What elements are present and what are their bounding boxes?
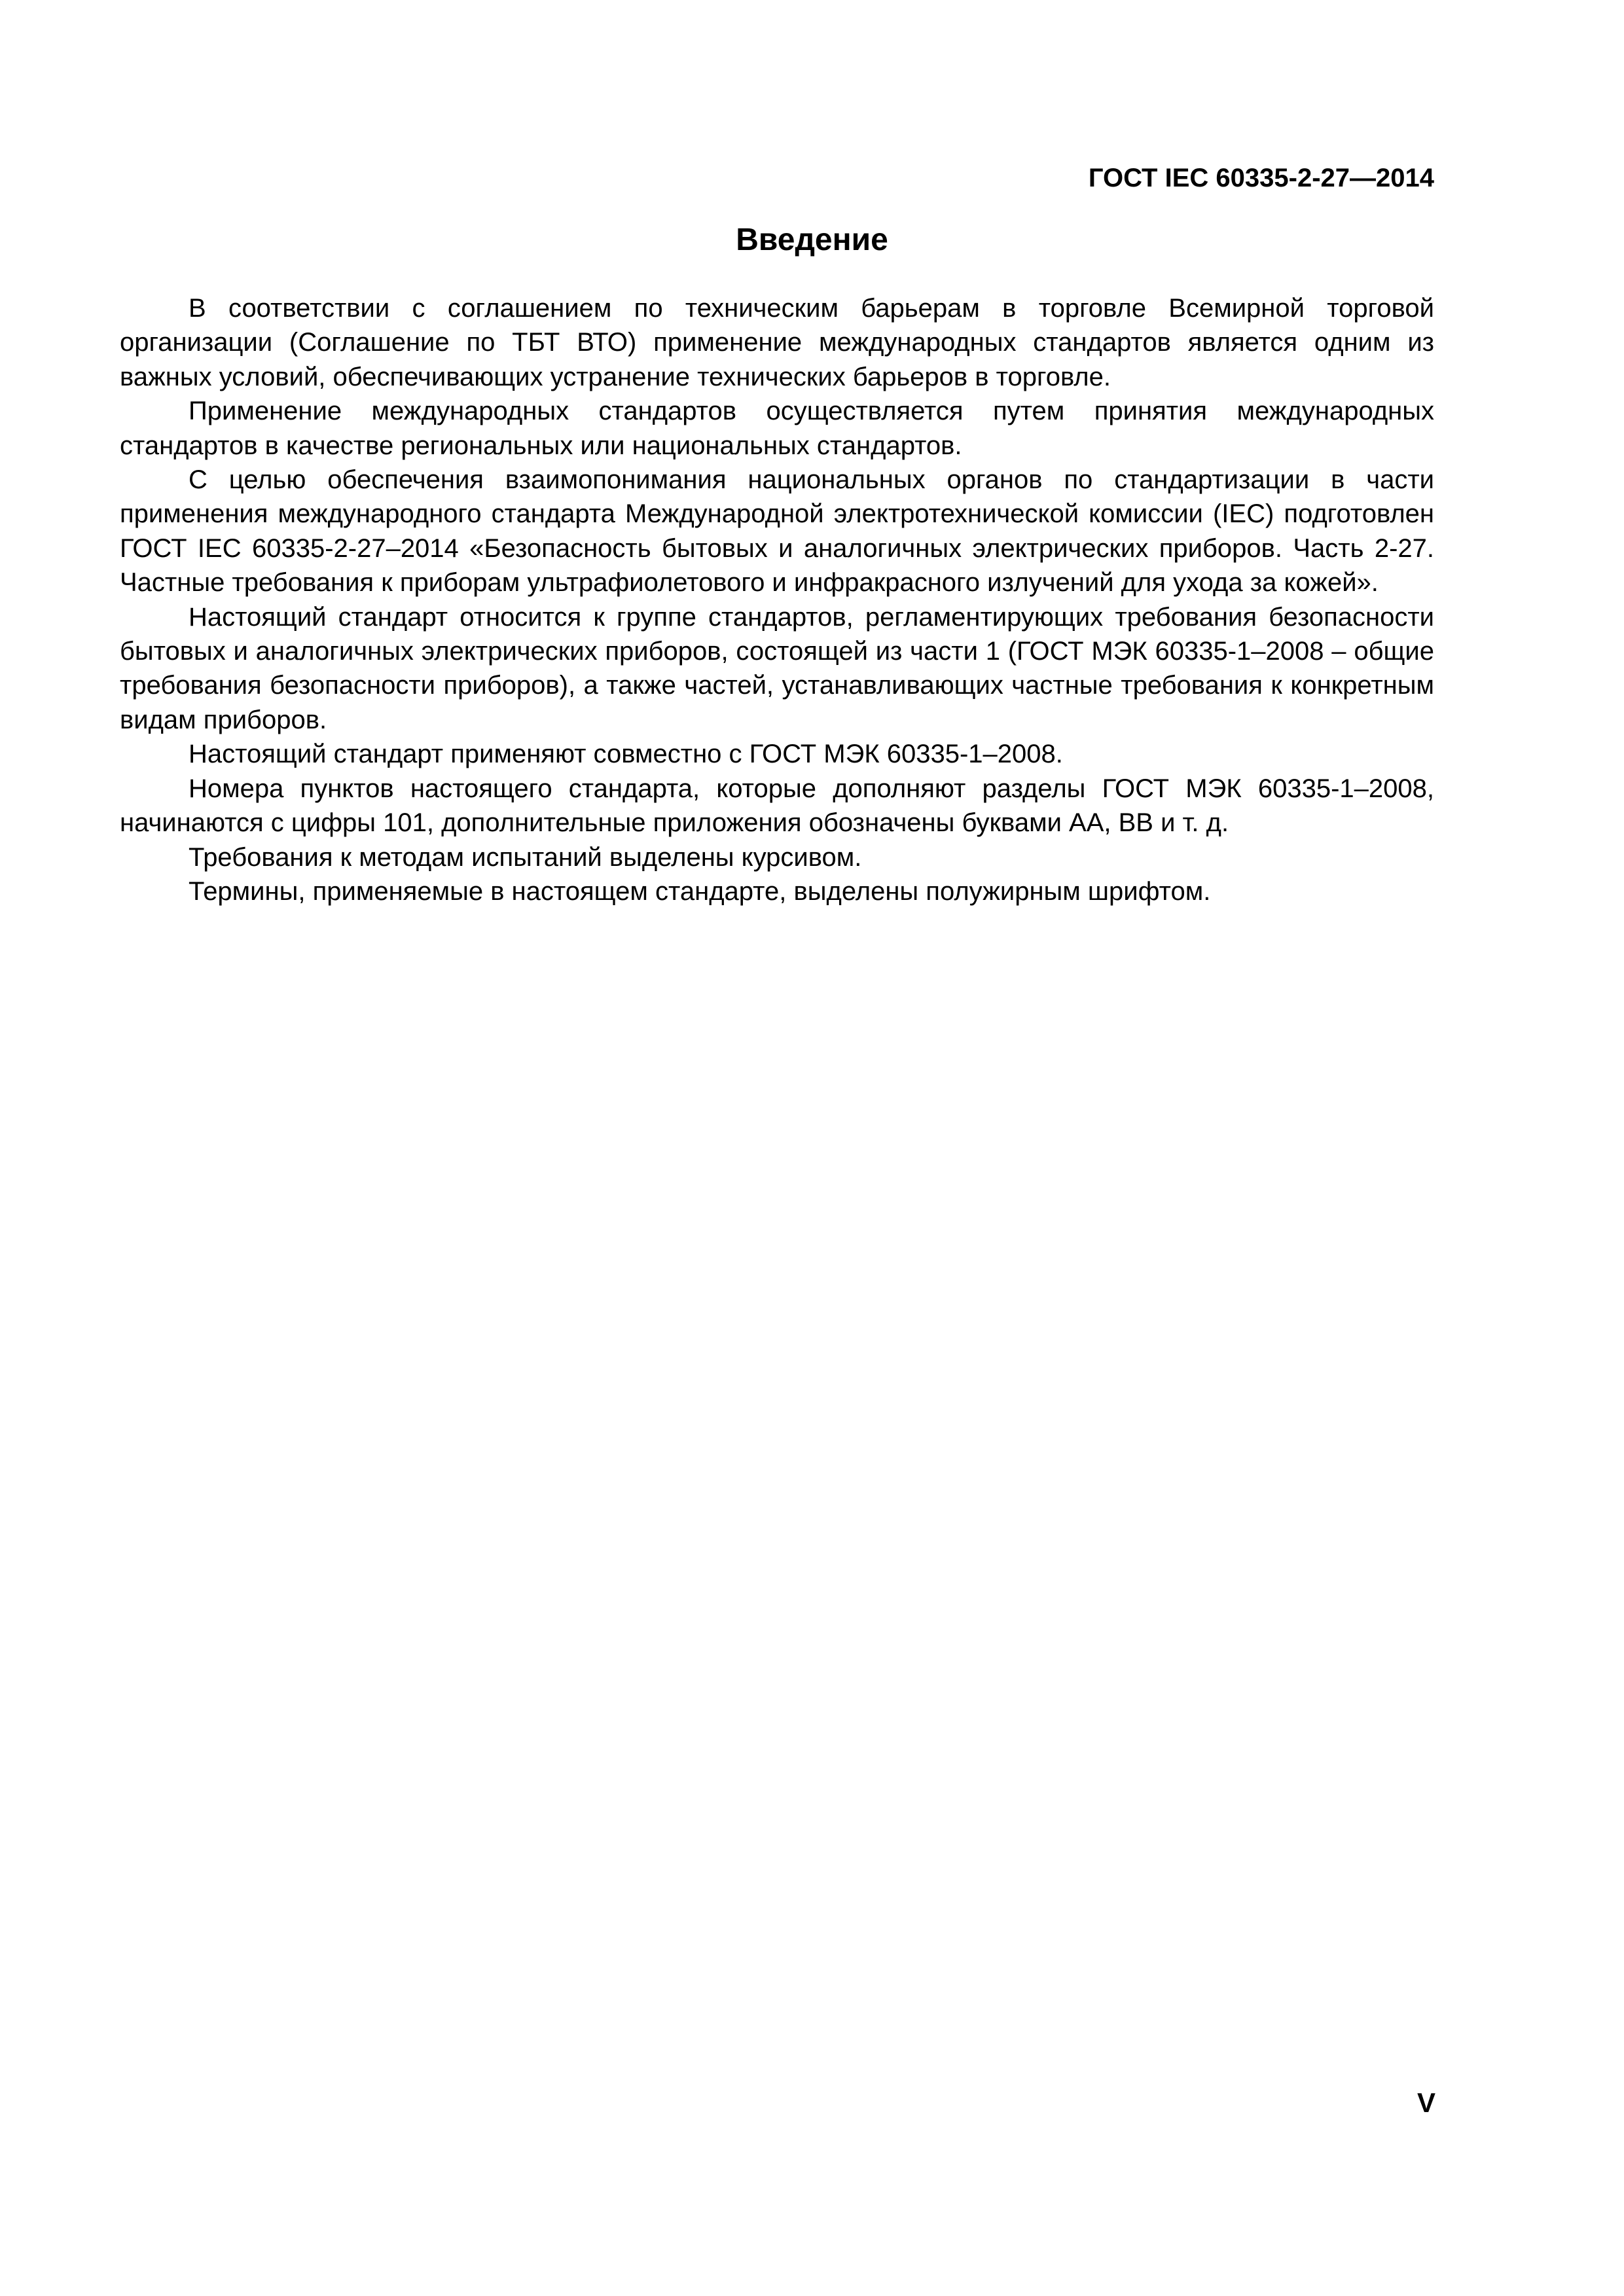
body-text [120, 291, 1434, 908]
paragraph: Номера пунктов настоящего стандарта, которые дополняют разделы ГОСТ МЭК 60335-1–2008, начинаются с цифры 101, дополнительные приложения обозначены буквами АА, ВВ и т. д. [120, 774, 1434, 838]
paragraph: Настоящий стандарт применяют совместно с ГОСТ МЭК 60335-1–2008. [189, 740, 1063, 769]
paragraph: Настоящий стандарт относится к группе стандартов, регламентирующих требования безопасности бытовых и аналогичных электрических приборов, состоящей из части 1 (ГОСТ МЭК 60335-1–2008 – общие требования безопасности приборов), а также частей, устанавливающих частные требования к конкретным видам приборов. [120, 602, 1434, 734]
paragraph: Термины, применяемые в настоящем стандарте, выделены полужирным шрифтом. [189, 876, 1211, 906]
paragraph: Применение международных стандартов осуществляется путем принятия международных стандартов в качестве региональных или национальных стандартов. [120, 397, 1434, 460]
paragraph: С целью обеспечения взаимопонимания национальных органов по стандартизации в части применения международного стандарта Международной электротехнической комиссии (IEC) подготовлен ГОСТ IEC 60335-2-27–2014 «Безопасность бытовых и аналогичных электрических приборов. Часть 2-27. Частные требования к приборам ультрафиолетового и инфракрасного излучений для ухода за кожей». [120, 465, 1434, 598]
document-code: ГОСТ IEC 60335-2-27—2014 [1088, 164, 1434, 192]
paragraph: Требования к методам испытаний выделены курсивом. [189, 842, 862, 872]
section-title: Введение [736, 223, 888, 257]
paragraph: В соответствии с соглашением по техническим барьерам в торговле Всемирной торговой организации (Соглашение по ТБТ ВТО) применение международных стандартов является одним из важных условий, обеспечивающих устранение технических барьеров в торговле. [120, 294, 1434, 391]
page-number: V [1416, 2087, 1435, 2118]
